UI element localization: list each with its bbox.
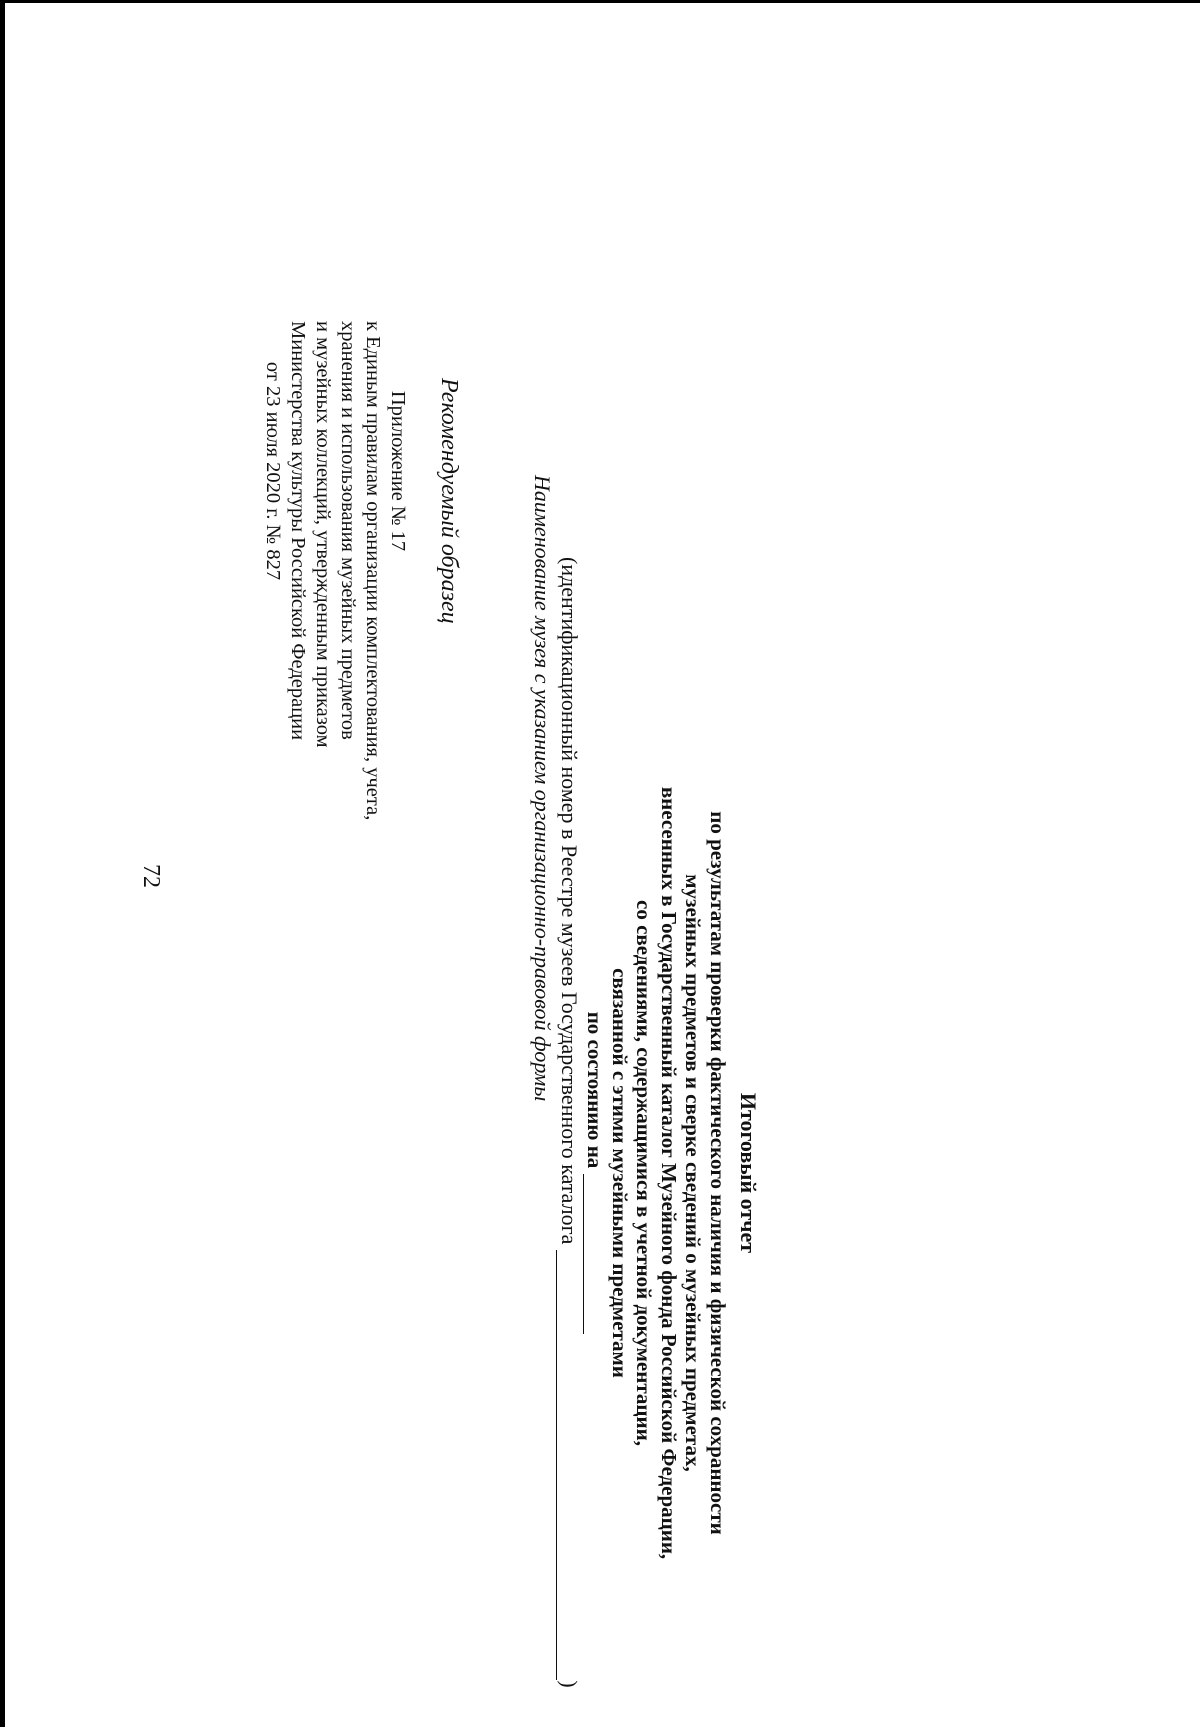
- report-subtitle-line: внесенных в Государственный каталог Музейного фонда Российской Федерации,: [657, 786, 681, 1560]
- appendix-date: от 23 июля 2020 г. № 827: [262, 361, 284, 581]
- rotated-sheet: [5, 3, 1200, 1727]
- appendix-line: Министерства культуры Российской Федерации: [287, 321, 309, 741]
- report-heading: [583, 643, 762, 1703]
- registry-number-line: [556, 557, 582, 1688]
- museum-name-field-label: Наименование музея с указанием организационно-правовой формы: [530, 475, 555, 1102]
- report-date-blank: [583, 1174, 602, 1334]
- appendix-line: к Единым правилам организации комплектования, учета,: [362, 321, 384, 821]
- appendix-line: и музейных коллекций, утвержденным приказом: [312, 321, 334, 748]
- registry-number-label: (идентификационный номер в Реестре музеев Государственного каталога: [557, 557, 582, 1245]
- report-subtitle-line: со сведениями, содержащимися в учетной документации,: [632, 900, 657, 1446]
- page-number: 72: [138, 864, 164, 888]
- report-subtitle-line: по результатам проверки фактического наличия и физической сохранности: [706, 811, 730, 1535]
- registry-close-paren: ): [557, 1680, 582, 1688]
- appendix-header: [260, 321, 410, 821]
- report-subtitle-line: музейных предметов и сверке сведений о музейных предметах,: [681, 874, 706, 1472]
- report-date-line: [583, 643, 608, 1703]
- recommended-sample-label: Рекомендуемый образец: [436, 378, 462, 624]
- report-title: Итоговый отчет: [736, 1092, 761, 1254]
- appendix-line: хранения и использования музейных предметов: [337, 321, 359, 740]
- registry-number-blank: [556, 1250, 577, 1680]
- report-subtitle-line: связанной с этими музейными предметами: [608, 968, 632, 1378]
- report-date-label: по состоянию на: [583, 1011, 608, 1169]
- appendix-title: Приложение № 17: [387, 390, 409, 552]
